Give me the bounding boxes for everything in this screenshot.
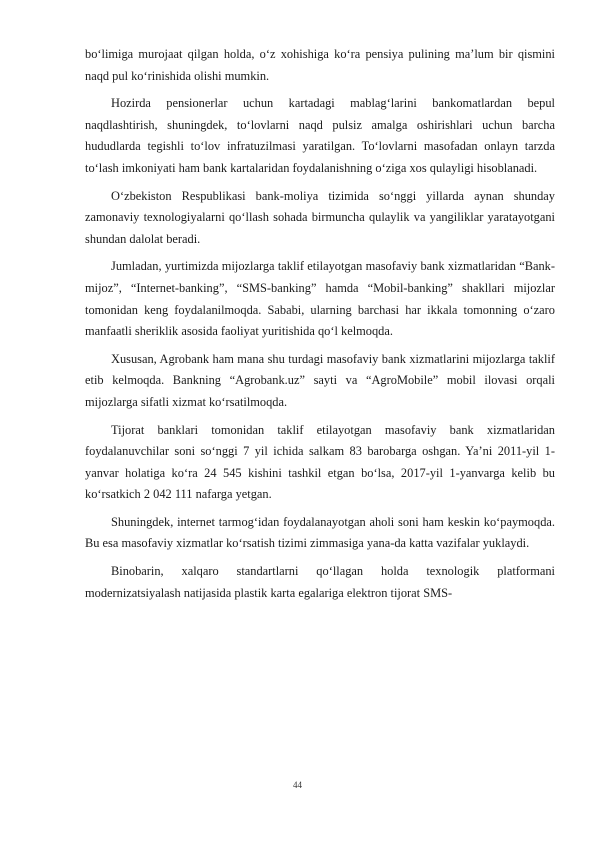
page-number: 44 — [293, 780, 302, 790]
paragraph-agrobank: Xususan, Agrobank ham mana shu turdagi masofaviy bank xizmatlarini mijozlarga taklif etib kelmoqda. Bankning “Agrobank.uz” sayti va “AgroMobile” mobil ilovasi orqali mijozlarga sifatli xizmat ko‘rsatilmoqda. — [85, 351, 555, 409]
paragraph-continuation: bo‘limiga murojaat qilgan holda, o‘z xohishiga ko‘ra pensiya pulining ma’lum bir qismini naqd pul ko‘rinishida olishi mumkin. — [85, 47, 555, 83]
paragraph-internet-users: Shuningdek, internet tarmog‘idan foydalanayotgan aholi soni ham keskin ko‘paymoqda. Bu esa masofaviy xizmatlar ko‘rsatish tizimi zimmasiga yana-da katta vazifalar yuklaydi. — [85, 514, 555, 551]
paragraph-remote-services: Jumladan, yurtimizda mijozlarga taklif etilayotgan masofaviy bank xizmatlaridan “Bank-mijoz”, “Internet-banking”, “SMS-banking” hamda “Mobil-banking” shakllari mijozlar tomonidan keng foydalanilmoqda. Sababi, ularning barchasi har ikkala tomonning o‘zaro manfaatli sheriklik asosida faoliyat yuritishida qo‘l kelmoqda. — [85, 259, 555, 339]
paragraph-user-statistics: Tijorat banklari tomonidan taklif etilayotgan masofaviy bank xizmatlaridan foydalanuvchilar soni so‘nggi 7 yil ichida salkam 83 barobarga oshgan. Ya’ni 2011-yil 1-yanvar holatiga ko‘ra 24 545 kishini tashkil etgan bo‘lsa, 2017-yil 1-yanvarga kelib bu ko‘rsatkich 2 042 111 nafarga yetgan. — [85, 422, 555, 502]
paragraph-international-standards: Binobarin, xalqaro standartlarni qo‘llagan holda texnologik platformani modernizatsiyalash natijasida plastik karta egalariga elektron tijorat SMS- — [85, 564, 555, 600]
document-page — [85, 44, 555, 604]
paragraph-banking-technologies: O‘zbekiston Respublikasi bank-moliya tizimida so‘nggi yillarda aynan shunday zamonaviy texnologiyalarni qo‘llash sohada birmuncha qulaylik va yangiliklar yaratayotgani shundan dalolat beradi. — [85, 188, 555, 246]
paragraph-pensioners-cards: Hozirda pensionerlar uchun kartadagi mablag‘larini bankomatlardan bepul naqdlashtirish, shuningdek, to‘lovlarni naqd pulsiz amalga oshirishlari uchun barcha hududlarda tegishli to‘lov infratuzilmasi yaratilgan. To‘lovlarni masofadan onlayn tarzda to‘lash imkoniyati ham bank kartalaridan foydalanishning o‘ziga xos qulayligi hisoblanadi. — [85, 96, 555, 175]
